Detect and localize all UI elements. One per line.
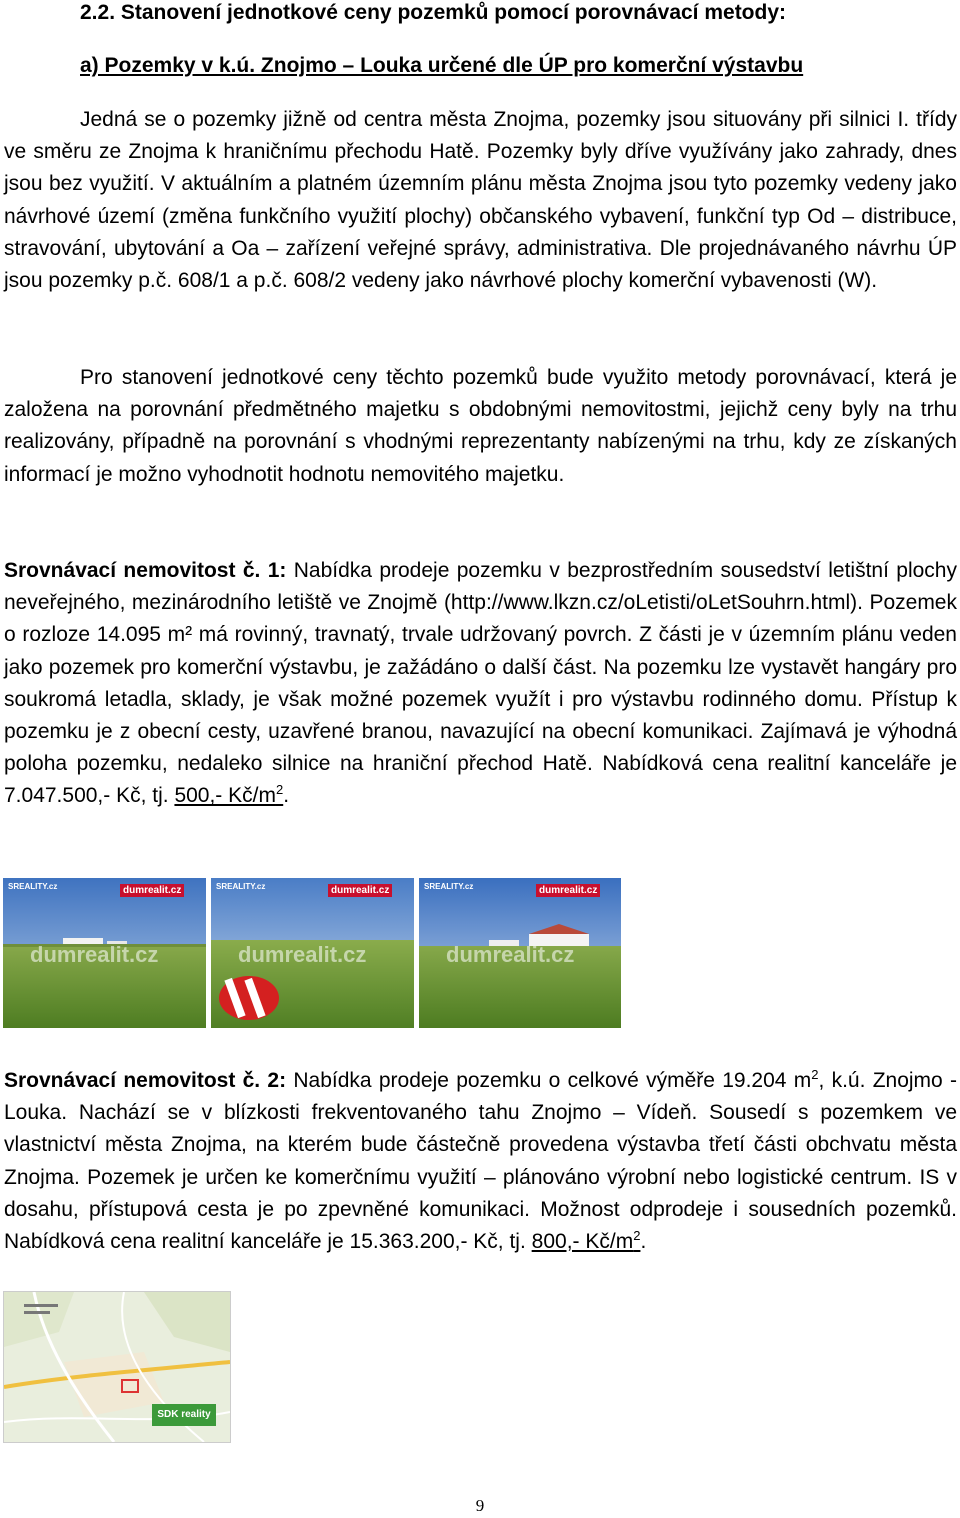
photo-3-watermark: dumrealit.cz <box>446 942 575 967</box>
comparable-1-price-value: 500,- Kč/m <box>174 784 276 808</box>
comparable-2-paragraph <box>4 1065 957 1258</box>
sdk-reality-logo: SDK reality <box>152 1404 216 1426</box>
intro-text-2: Pro stanovení jednotkové ceny těchto pozemků bude využito metody porovnávací, která je založena na porovnání předmětného majetku s obdobnými nemovitostmi, jejichž ceny byly na trhu realizovány, případně na porovnání s vhodnými reprezentanty nabízenými na trhu, kdy ze získaných informací je možno vyhodnotit hodnotu nemovitého majetku. <box>4 366 957 486</box>
photo-1-brand-logo: dumrealit.cz <box>120 884 184 897</box>
intro-text-1: Jedná se o pozemky jižně od centra města Znojma, pozemky jsou situovány při silnici I. třídy ve směru ze Znojma k hraničnímu přechodu Hatě. Pozemky byly dříve využívány jako zahrady, dnes jsou bez využití. V aktuálním a platném územním plánu města Znojma jsou tyto pozemky vedeny jako návrhové území (změna funkčního využití plochy) občanského vybavení, funkční typ Od – distribuce, stravování, ubytování a Oa – zařízení veřejné správy, administrativa. Dle projednávaného návrhu ÚP jsou pozemky p.č. 608/1 a p.č. 608/2 vedeny jako návrhové plochy komerční vybavenosti (W). <box>4 108 957 293</box>
comparable-2-end: . <box>640 1230 647 1254</box>
section-heading: 2.2. Stanovení jednotkové ceny pozemků pomocí porovnávací metody: <box>80 1 787 24</box>
photo-2-watermark: dumrealit.cz <box>238 942 367 967</box>
photo-2-brand-small: SREALITY.cz <box>216 882 266 891</box>
comparable-2-text-a: Nabídka prodeje pozemku o celkové výměře 19.204 m <box>286 1069 812 1092</box>
comparable-2-price-value: 800,- Kč/m <box>531 1230 634 1254</box>
comparable-2-price-sup: 2 <box>633 1228 641 1244</box>
comparable-2-label: Srovnávací nemovitost č. 2: <box>4 1069 287 1092</box>
section-subheading: a) Pozemky v k.ú. Znojmo – Louka určené dle ÚP pro komerční výstavbu <box>80 54 804 77</box>
comparable-2-price <box>532 1230 641 1253</box>
comparable-1-text: Nabídka prodeje pozemku v bezprostředním sousedství letištní plochy neveřejného, mezinárodního letiště ve Znojmě (http://www.lkzn.cz/oLetisti/oLetSouhrn.html). Pozemek o rozloze 14.095 m² má rovinný, travnatý, trvale udržovaný povrch. Z části je v územním plánu veden jako pozemek pro komerční výstavbu, je zažádáno o další část. Na pozemku lze vystavět hangáry pro soukromá letadla, sklady, je však možné pozemek využít i pro výstavbu rodinného domu. Přístup k pozemku je z obecní cesty, uzavřené branou, navazující na obecní komunikaci. Zajímavá je výhodná poloha pozemku, nedaleko silnice na hraniční přechod Hatě. Nabídková cena realitní kanceláře je 7.047.500,- Kč, tj. <box>4 559 957 808</box>
comparable-1-price-sup: 2 <box>275 782 284 798</box>
comparable-1-end: . <box>283 784 290 808</box>
photo-1-watermark: dumrealit.cz <box>30 942 159 967</box>
comparable-1-price <box>174 784 283 807</box>
comparable-1-label: Srovnávací nemovitost č. 1: <box>4 559 287 582</box>
photo-2-brand-logo: dumrealit.cz <box>328 884 392 897</box>
page-number: 9 <box>475 1496 485 1515</box>
photo-1-brand-small: SREALITY.cz <box>8 882 58 891</box>
intro-paragraph-1 <box>4 104 957 297</box>
comparable-2-area-sup: 2 <box>811 1067 819 1082</box>
photo-3-brand-small: SREALITY.cz <box>424 882 474 891</box>
intro-paragraph-2 <box>4 362 957 491</box>
comparable-1-paragraph <box>4 555 957 813</box>
photo-3-brand-logo: dumrealit.cz <box>536 884 600 897</box>
comparable-2-text-b: , k.ú. Znojmo - Louka. Nachází se v blízkosti frekventovaného tahu Znojmo – Vídeň. Sousedí s pozemkem ve vlastnictví města Znojma, na kterém bude částečně provedena výstavba třetí části obchvatu města Znojma. Pozemek je určen ke komerčnímu využití – plánováno výrobní nebo logistické centrum. IS v dosahu, přístupová cesta je po zpevněné komunikaci. Možnost odprodeje i sousedních pozemků. Nabídková cena realitní kanceláře je 15.363.200,- Kč, tj. <box>4 1069 957 1254</box>
